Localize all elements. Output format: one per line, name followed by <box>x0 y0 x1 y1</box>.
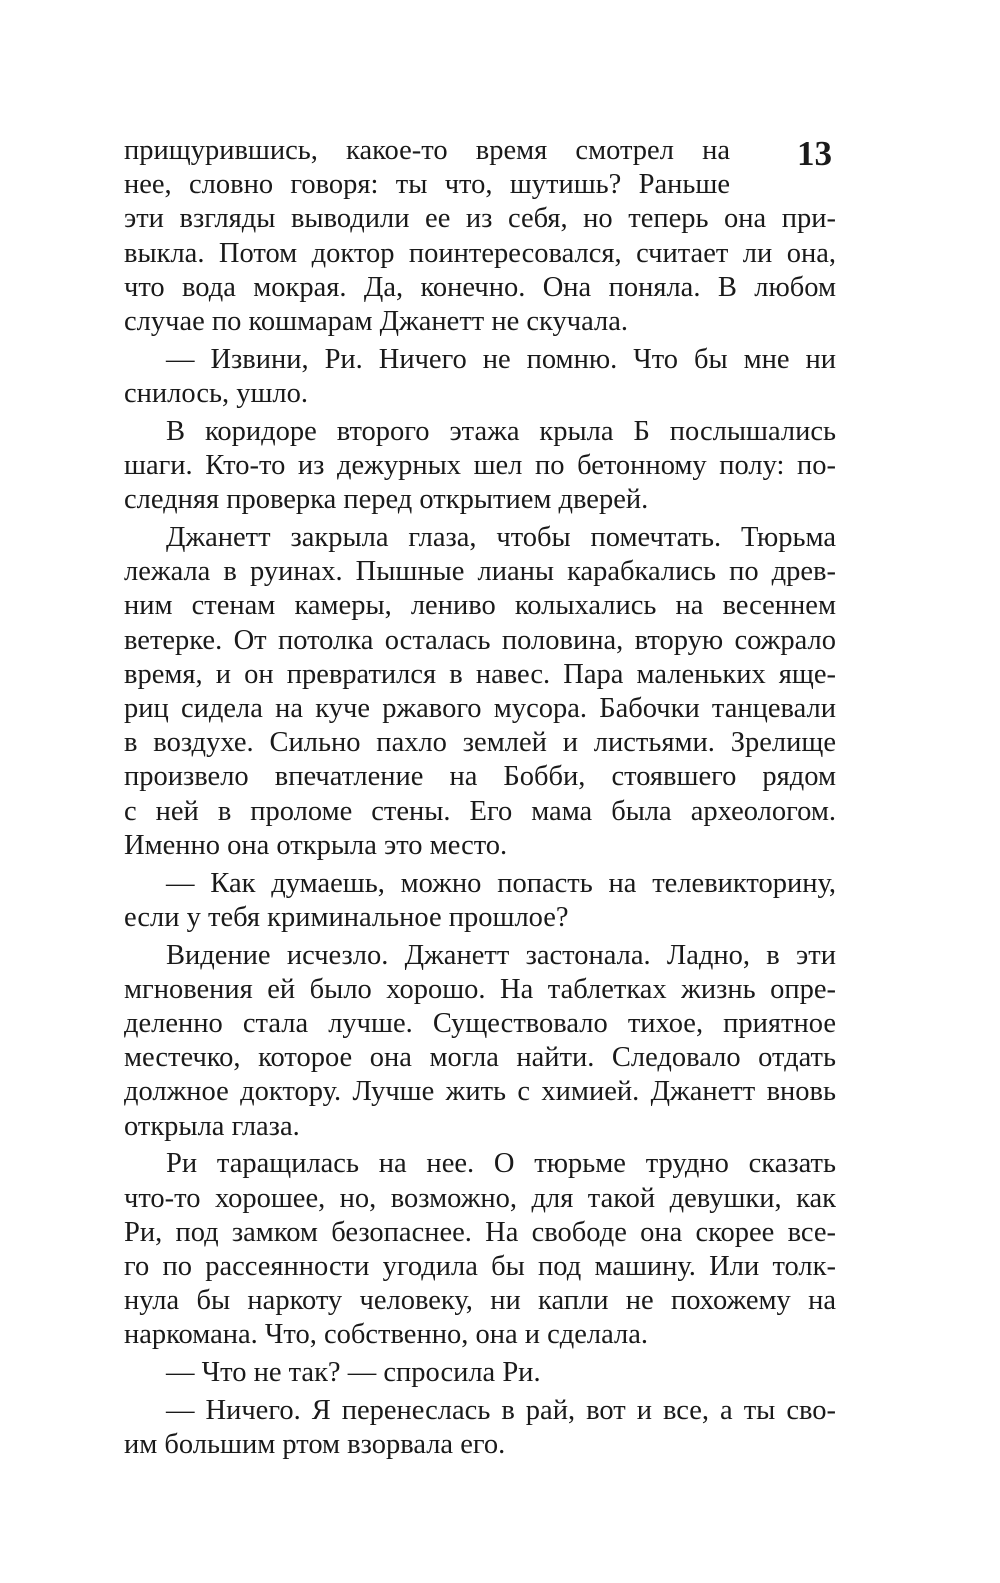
page-number: 13 <box>797 134 832 173</box>
text-line: Ри таращилась на нее. О тюрьме трудно сказать <box>166 1148 836 1180</box>
text-line: В коридоре второго этажа крыла Б послышались <box>166 415 836 447</box>
body-text <box>124 134 836 1462</box>
text-line: — Как думаешь, можно попасть на телевикторину, <box>166 867 836 899</box>
text-line: им большим ртом взорвала его. <box>124 1429 506 1461</box>
text-line: время, и он превратился в навес. Пара маленьких яще- <box>124 658 836 690</box>
text-line: если у тебя криминальное прошлое? <box>124 901 569 933</box>
text-line: с ней в проломе стены. Его мама была археологом. <box>124 795 836 827</box>
text-line: деленно стала лучше. Существовало тихое, приятное <box>124 1008 836 1040</box>
text-line: следняя проверка перед открытием дверей. <box>124 484 649 516</box>
text-line: ним стенам камеры, лениво колыхались на весеннем <box>124 590 836 622</box>
text-line: наркомана. Что, собственно, она и сделала. <box>124 1319 649 1351</box>
text-line: го по рассеянности угодила бы под машину. Или толк- <box>124 1251 836 1283</box>
text-line: нула бы наркоту человеку, ни капли не похожему на <box>124 1285 836 1317</box>
text-line: выкла. Потом доктор поинтересовался, считает ли она, <box>124 237 836 269</box>
text-line: прищурившись, какое-то время смотрел на <box>124 135 730 166</box>
text-line: открыла глаза. <box>124 1110 300 1142</box>
text-line: местечко, которое она могла найти. Следовало отдать <box>124 1042 836 1074</box>
text-line: Именно она открыла это место. <box>124 829 508 861</box>
text-line: Видение исчезло. Джанетт застонала. Ладно, в эти <box>166 939 836 971</box>
text-line: произвело впечатление на Бобби, стоявшего рядом <box>124 761 836 793</box>
text-line: — Ничего. Я перенеслась в рай, вот и все, а ты сво- <box>166 1395 836 1427</box>
text-line: что вода мокрая. Да, конечно. Она поняла. В любом <box>124 271 836 303</box>
text-line: должное доктору. Лучше жить с химией. Джанетт вновь <box>124 1076 836 1108</box>
text-line: риц сидела на куче ржавого мусора. Бабочки танцевали <box>124 693 836 725</box>
text-line: нее, словно говоря: ты что, шутишь? Раньше <box>124 169 730 201</box>
text-line: Ри, под замком безопаснее. На свободе она скорее все- <box>124 1216 836 1248</box>
text-line: что-то хорошее, но, возможно, для такой девушки, как <box>124 1182 836 1214</box>
text-line: лежала в руинах. Пышные лианы карабкались по древ- <box>124 556 836 588</box>
text-line: ветерке. От потолка осталась половина, вторую сожрало <box>124 624 836 656</box>
text-line: эти взгляды выводили ее из себя, но теперь она при- <box>124 203 836 235</box>
text-line: — Извини, Ри. Ничего не помню. Что бы мне ни <box>166 343 836 375</box>
text-line: мгновения ей было хорошо. На таблетках жизнь опре- <box>124 973 836 1005</box>
text-line: в воздухе. Сильно пахло землей и листьями. Зрелище <box>124 727 836 759</box>
text-line: случае по кошмарам Джанетт не скучала. <box>124 306 628 338</box>
text-line: Джанетт закрыла глаза, чтобы помечтать. Тюрьма <box>166 522 836 554</box>
text-line: шаги. Кто-то из дежурных шел по бетонному полу: по- <box>124 450 836 482</box>
text-line: — Что не так? — спросила Ри. <box>166 1357 541 1389</box>
text-line: снилось, ушло. <box>124 378 309 410</box>
